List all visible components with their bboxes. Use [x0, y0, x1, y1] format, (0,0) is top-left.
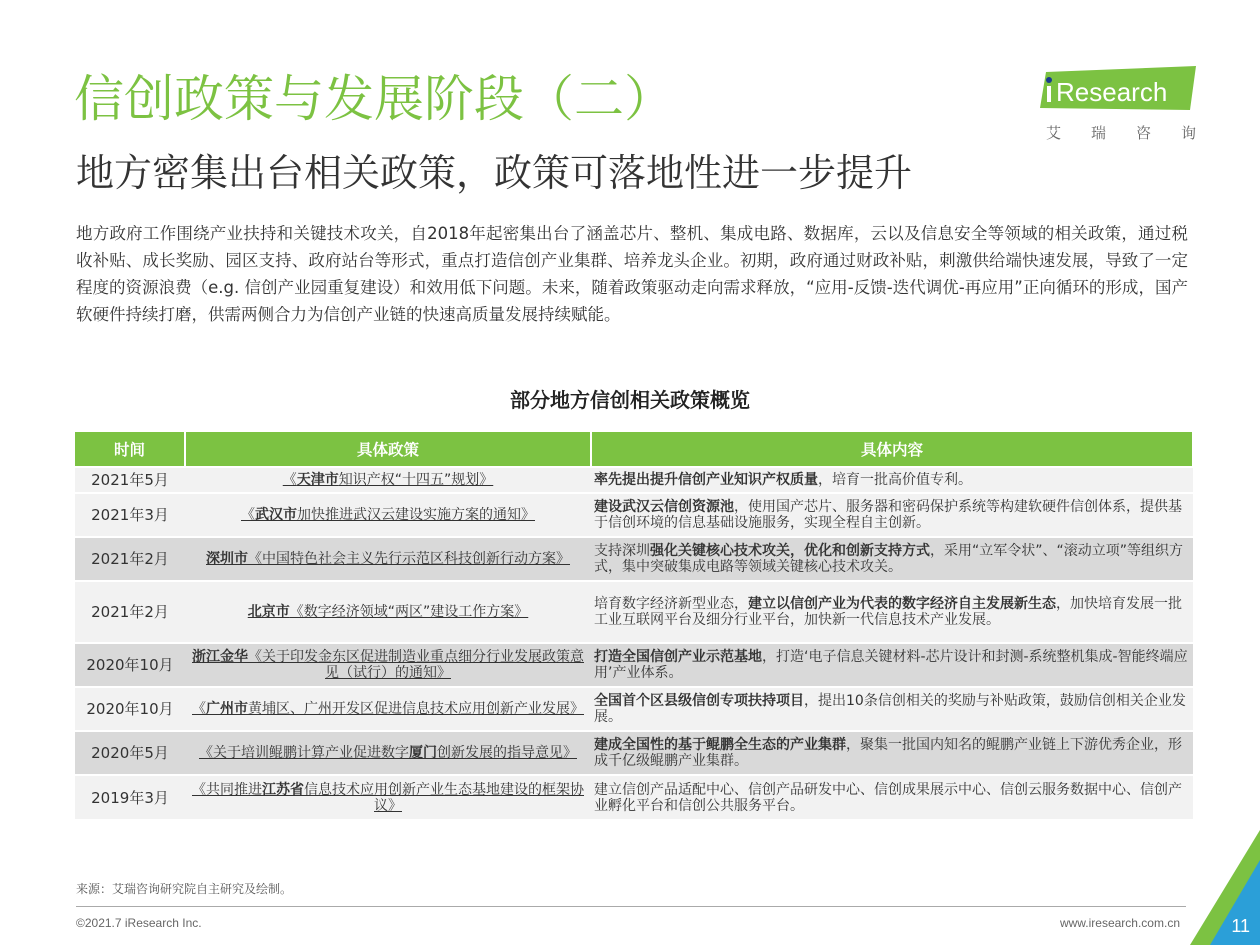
header-date: 时间	[75, 432, 185, 467]
cell-date: 2020年10月	[75, 687, 185, 731]
table-row	[75, 467, 1193, 493]
cell-policy-link[interactable]	[185, 687, 591, 731]
content-text-segment: 建设武汉云信创资源池	[594, 499, 734, 515]
logo-cn-char: 询	[1180, 124, 1196, 142]
intro-paragraph: 地方政府工作围绕产业扶持和关键技术攻关，自2018年起密集出台了涵盖芯片、整机、集成电路、数据库，云以及信息安全等领域的相关政策，通过税收补贴、成长奖励、园区支持、政府站台等形式，重点打造信创产业集群、培养龙头企业。初期，政府通过财政补贴，刺激供给端快速发展，导致了一定程度的资源浪费（e.g. 信创产业园重复建设）和效用低下问题。未来，随着政策驱动走向需求释放，“应用-反馈-迭代调优-再应用”正向循环的形成，国产软硬件持续打磨，供需两侧合力为信创产业链的快速高质量发展持续赋能。	[76, 224, 1188, 324]
policy-text-segment: 《关于印发金东区促进制造业重点细分行业发展政策意见（试行）的通知》	[248, 649, 584, 681]
table-row	[75, 643, 1193, 687]
copyright: ©2021.7 iResearch Inc.	[76, 916, 202, 930]
cell-date: 2021年2月	[75, 581, 185, 643]
cell-policy-link[interactable]	[185, 643, 591, 687]
table-row	[75, 775, 1193, 819]
table-row	[75, 493, 1193, 537]
content-text-segment: ，打造‘电子信息关键材料-芯片设计和封测-系统整机集成-智能终端应用’产业体系。	[594, 649, 1188, 681]
logo-chinese	[1046, 122, 1196, 143]
footer-divider	[76, 906, 1186, 907]
policy-text-segment: 黄埔区、广州开发区促进信息技术应用创新产业发展》	[248, 701, 584, 717]
content-text-segment: 率先提出提升信创产业知识产权质量	[594, 472, 818, 488]
policy-text-segment: 《	[282, 472, 297, 488]
policy-text-segment: 《中国特色社会主义先行示范区科技创新行动方案》	[248, 551, 570, 567]
table-header-row	[75, 432, 1193, 467]
policy-text-segment: 创新发展的指导意见》	[437, 745, 577, 761]
table-row	[75, 581, 1193, 643]
table-title: 部分地方信创相关政策概览	[510, 388, 750, 412]
page-number: 11	[1231, 916, 1250, 936]
cell-date: 2021年3月	[75, 493, 185, 537]
policy-text-segment: 《关于培训鲲鹏计算产业促进数字	[199, 745, 409, 761]
policy-text-segment: 北京市	[247, 604, 290, 620]
cell-policy-link[interactable]	[185, 775, 591, 819]
content-text-segment: 建立信创产品适配中心、信创产品研发中心、信创成果展示中心、信创云服务数据中心、信创产业孵化平台和信创公共服务平台。	[594, 781, 1182, 814]
policy-text-segment: 深圳市	[206, 551, 248, 567]
cell-date: 2019年3月	[75, 775, 185, 819]
policy-text-segment: 知识产权“十四五”规划》	[338, 472, 494, 488]
page-subtitle: 地方密集出台相关政策，政策可落地性进一步提升	[76, 151, 913, 195]
policy-text-segment: 加快推进武汉云建设实施方案的通知》	[297, 507, 535, 523]
cell-policy-link[interactable]	[185, 731, 591, 775]
logo-cn-char: 瑞	[1090, 124, 1106, 142]
content-text-segment: 打造全国信创产业示范基地	[594, 649, 762, 665]
policy-text-segment: 广州市	[206, 701, 248, 717]
table-row	[75, 537, 1193, 581]
content-text-segment: ，使用国产芯片、服务器和密码保护系统等构建软硬件信创体系，提供基于信创环境的信息基础设施服务，实现全程自主创新。	[594, 499, 1182, 531]
policy-text-segment: 《数字经济领域“两区”建设工作方案》	[289, 604, 529, 620]
content-text-segment: 强化关键核心技术攻关，优化和创新支持方式	[650, 543, 930, 559]
source-note: 来源：艾瑞咨询研究院自主研究及绘制。	[76, 882, 293, 896]
policy-table	[75, 432, 1194, 819]
content-text-segment: 建立以信创产业为代表的数字经济自主发展新生态	[748, 596, 1056, 612]
cell-content	[591, 731, 1193, 775]
header-content: 具体内容	[591, 432, 1193, 467]
cell-content	[591, 537, 1193, 581]
logo-badge	[1040, 66, 1198, 110]
content-text-segment: ，提出10条信创相关的奖励与补贴政策，鼓励信创相关企业发展。	[594, 693, 1186, 725]
logo-cn-char: 咨	[1135, 124, 1151, 142]
content-text-segment: ，培育一批高价值专利。	[818, 472, 972, 488]
cell-policy-link[interactable]	[185, 581, 591, 643]
cell-content	[591, 581, 1193, 643]
cell-content	[591, 687, 1193, 731]
policy-text-segment: 江苏省	[262, 781, 304, 798]
table-row	[75, 687, 1193, 731]
content-text-segment: 全国首个区县级信创专项扶持项目	[594, 693, 804, 709]
policy-text-segment: 浙江金华	[192, 649, 248, 665]
policy-text-segment: 《	[241, 507, 255, 523]
policy-text-segment: 武汉市	[255, 507, 297, 523]
website-link[interactable]: www.iresearch.com.cn	[1059, 916, 1180, 930]
content-text-segment: ，加快培育发展一批工业互联网平台及细分行业平台，加快新一代信息技术产业发展。	[594, 596, 1182, 628]
content-text-segment: 培育数字经济新型业态，	[594, 596, 748, 612]
table-row	[75, 731, 1193, 775]
cell-date: 2020年5月	[75, 731, 185, 775]
cell-content	[591, 775, 1193, 819]
policy-text-segment: 《	[192, 701, 206, 717]
cell-policy-link[interactable]	[185, 467, 591, 493]
cell-date: 2020年10月	[75, 643, 185, 687]
cell-policy-link[interactable]	[185, 537, 591, 581]
content-text-segment: 建成全国性的基于鲲鹏全生态的产业集群	[594, 737, 846, 753]
iresearch-logo	[1040, 66, 1200, 146]
cell-date: 2021年5月	[75, 467, 185, 493]
cell-content	[591, 493, 1193, 537]
cell-content	[591, 643, 1193, 687]
policy-text-segment: 《共同推进	[192, 781, 262, 798]
header-policy: 具体政策	[185, 432, 591, 467]
policy-text-segment: 天津市	[296, 472, 339, 488]
cell-policy-link[interactable]	[185, 493, 591, 537]
logo-brand: Research	[1056, 77, 1168, 107]
policy-text-segment: 厦门	[409, 745, 437, 761]
cell-content	[591, 467, 1193, 493]
content-text-segment: ，聚集一批国内知名的鲲鹏产业链上下游优秀企业，形成千亿级鲲鹏产业集群。	[594, 737, 1182, 769]
table-body	[75, 467, 1193, 819]
content-text-segment: ，采用“立军令状”、“滚动立项”等组织方式，集中突破集成电路等领域关键核心技术攻关。	[594, 543, 1184, 575]
content-text-segment: 支持深圳	[594, 543, 650, 559]
page-title: 信创政策与发展阶段（二）	[74, 70, 674, 128]
logo-cn-char: 艾	[1046, 124, 1062, 142]
cell-date: 2021年2月	[75, 537, 185, 581]
policy-text-segment: 信息技术应用创新产业生态基地建设的框架协议》	[304, 781, 584, 814]
